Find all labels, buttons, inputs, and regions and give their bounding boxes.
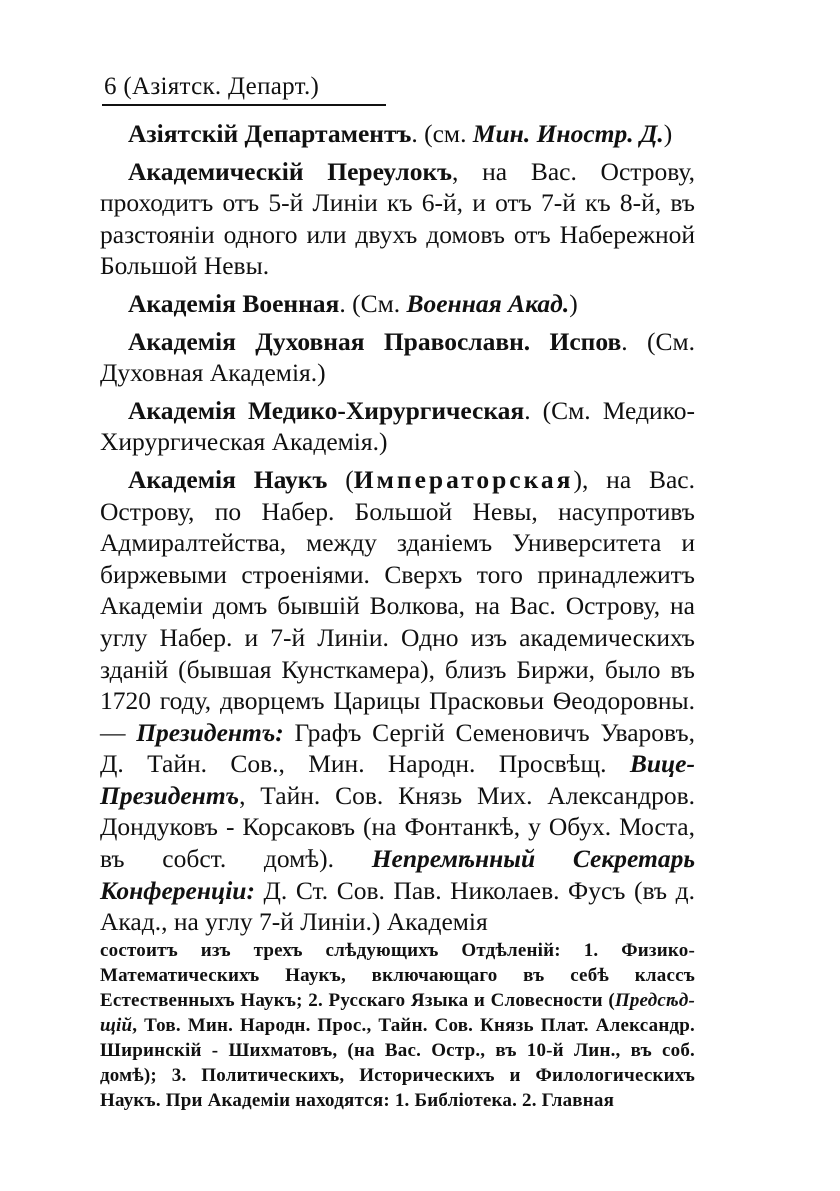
headword: Азіятскій Департаментъ [128,119,412,148]
entry-text: Д. Ст. Сов. Пав. Николаев. Фусъ (въ д. Акад., на углу 7-й Линіи.) Академія [100,875,695,937]
headword: Академія Медико-Хирургическая [128,395,525,425]
running-header: 6 (Азіятск. Департ.) [104,73,320,100]
entry-text: . (См. Духовная Академія.) [100,326,695,388]
page [100,70,695,1113]
entry-text: ), на Вас. Острову, по Набер. Большой Невы, насупротивъ Адмиралтейства, между зданіемъ Университета и биржевыми строеніями. Сверхъ того принадлежитъ Академіи домъ бывшій Волкова, на Вас. Острову, на углу Набер. и 7-й Линіи. Одно изъ академическихъ зданій (бывшая Кунсткамера), близъ Биржи, было въ 1720 году, дворцемъ Царицы Прасковьи Ѳеодоровны. — [100,464,695,747]
headword: Академическій Переулокъ [128,156,453,186]
entry-text: . (См. Медико-Хирургическая Академія.) [100,395,695,457]
entry-military-academy [100,288,695,320]
label-president: Президентъ: [136,717,284,747]
entry-text: ( [327,464,354,494]
small-text: состоитъ изъ трехъ слѣдующихъ Отдѣленій: 1. Физико-Математическихъ Наукъ, включающаго въ себѣ классъ Естественныхъ Наукъ; 2. Русскаго Языка и Словесности ( [100,939,695,1011]
entry-text: ) [663,119,673,148]
entry-text: . (См. [339,288,407,318]
page-body [100,118,695,938]
spaced-word: Императорская [353,464,574,494]
headword: Академія Духовная Православн. Испов [128,326,622,356]
entry-text: , на Вас. Острову, проходитъ отъ 5-й Линіи къ 6-й, и отъ 7-й къ 8-й, въ разстояніи одного или двухъ домовъ отъ Набережной Большой Невы. [100,156,695,281]
label-chairman: Предсѣд-щій [100,989,695,1036]
label-vice-president: Вице-Президентъ [100,749,695,810]
cross-reference: Военная Акад. [406,288,570,318]
label-secretary: Непремѣнный Секретарь Конференціи: [100,844,695,905]
entry-text: . (см. [411,119,473,148]
entry-text: ) [569,288,578,318]
headword: Академія Наукъ [128,464,328,494]
entry-text: Графъ Сергій Семеновичъ Уваровъ, Д. Тайн. Сов., Мин. Народн. Просвѣщ. [100,717,696,779]
entry-medical-surgical-academy [100,395,695,458]
entry-asiatic-department [100,118,695,150]
cross-reference: Мин. Иностр. Д. [472,119,664,148]
entry-spiritual-academy [100,326,695,389]
entry-academic-lane [100,156,695,282]
entry-text: , Тайн. Сов. Князь Мих. Александров. Дондуковъ - Корсаковъ (на Фонтанкѣ, у Обух. Моста, въ собст. домѣ). [100,780,695,874]
small-text: , Тов. Мин. Народн. Прос., Тайн. Сов. Князь Плат. Александр. Ширинскій - Шихматовъ, (на Вас. Остр., въ 10-й Лин., въ соб. домѣ); 3. Политическихъ, Историческихъ и Филологическихъ Наукъ. При Академіи находятся: 1. Библіотека. 2. Главная [100,1014,695,1111]
small-print-paragraph [100,938,695,1113]
entry-academy-of-sciences [100,464,695,938]
header-rule [102,104,386,106]
headword: Академія Военная [128,288,340,318]
